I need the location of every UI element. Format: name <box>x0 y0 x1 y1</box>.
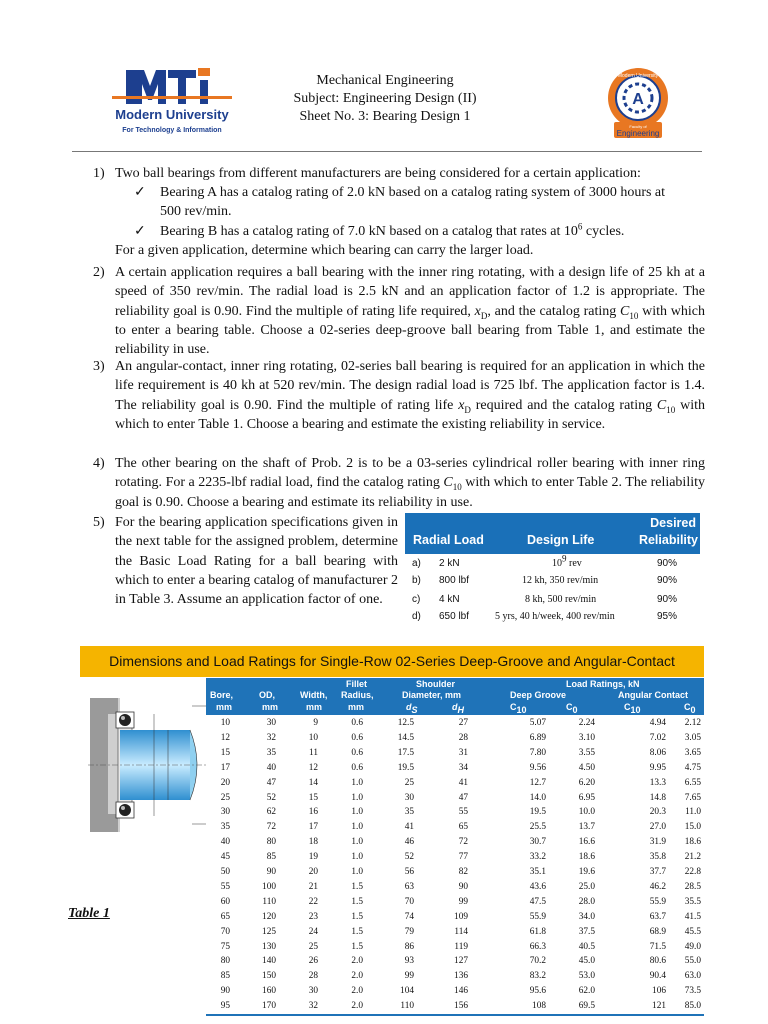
checkmark-icon: ✓ <box>134 185 146 200</box>
table-row <box>206 999 704 1014</box>
spec-row: a) 2 kN $10^9$ rev 90% <box>412 553 678 569</box>
application-spec-table <box>405 513 700 630</box>
table-cell: 82 <box>458 867 468 877</box>
table-cell: 17 <box>308 822 318 833</box>
table-row <box>206 761 704 776</box>
question-3: 3) An angular-contact, inner ring rotating, 02-series ball bearing is required for an application in which the life requirement is 40 kh at 520 rev/min. The design radial load is 725 lbf. The application factor is 1.4. The reliability goal is 0.90. Find the multiple of rating life $x_D$ required and the catalog rating $C_{10}$ with which to enter Table 1. Choose a bearing and estimate the existing reliability in service. <box>93 359 705 432</box>
table-cell: 66.3 <box>529 941 546 952</box>
table-cell: 95 <box>220 1001 230 1012</box>
sheet-title: Sheet No. 3: Bearing Design 1 <box>299 109 471 124</box>
table-cell: 33.2 <box>529 852 546 863</box>
table-row <box>206 910 704 925</box>
table-cell: 121 <box>652 1001 666 1012</box>
table-cell: 83.2 <box>529 971 546 982</box>
table-cell: 125 <box>262 926 276 937</box>
table-cell: 34 <box>458 762 468 773</box>
question-2: 2) A certain application requires a ball bearing with the inner ring rotating, with a design life of 25 kh at a speed of 350 rev/min. The radial load is 2.5 kN and an application factor of 1.2 is appropriate. The reliability goal is 0.90. Find the multiple of rating life required, $x_D$, and the catalog rating $C_{10}$ with which to enter a bearing table. Choose a 02-series deep-groove ball bearing from Table 1, and estimate the reliability in use. <box>93 265 705 358</box>
table-cell: 55.9 <box>649 896 666 907</box>
table-cell: 1.0 <box>351 807 363 818</box>
table-cell: 80 <box>266 837 276 848</box>
table-cell: 35 <box>220 822 230 833</box>
question-1-text: Two ball bearings from different manufacturers are being considered for a certain application: <box>115 166 641 181</box>
table-cell: 0.6 <box>351 732 363 743</box>
table-cell: 20 <box>308 867 318 877</box>
sheet-header <box>250 72 520 126</box>
table-row <box>206 940 704 955</box>
table-cell: 6.89 <box>529 732 546 743</box>
table-cell: 99 <box>404 971 414 982</box>
table-1-header: Bore, mm OD, mm Width, mm Fillet Radius, mm Shoulder Diameter, mm $d_S$ $d_H$ Load Ratings, kN Deep Groove Angular Contact $C_{10}$ $C_0$ $C_{10}$ $C_0$ <box>206 678 704 715</box>
table-1-body <box>206 716 704 1016</box>
table-cell: 31 <box>458 747 468 758</box>
table-row <box>206 746 704 761</box>
table-cell: 30 <box>266 718 276 728</box>
table-cell: 2.0 <box>351 986 363 997</box>
table-cell: 60 <box>220 896 230 907</box>
table-cell: 52 <box>404 852 414 863</box>
table-cell: 25 <box>220 792 230 803</box>
subject-name: Subject: Engineering Design (II) <box>293 91 477 106</box>
svg-text:Modern University: Modern University <box>617 73 659 79</box>
table-cell: 56 <box>404 867 414 877</box>
table-cell: 120 <box>262 911 276 922</box>
table-cell: 52 <box>266 792 276 803</box>
table-cell: 106 <box>652 986 666 997</box>
table-cell: 61.8 <box>529 926 546 937</box>
table-cell: 63.7 <box>649 911 666 922</box>
table-cell: 15 <box>220 747 230 758</box>
table-cell: 108 <box>532 1001 546 1012</box>
table-cell: 25 <box>308 941 318 952</box>
table-cell: 119 <box>454 941 468 952</box>
question-4: 4) The other bearing on the shaft of Prob. 2 is to be a 03-series cylindrical roller bearing with inner ring rotating. For a 2235-lbf radial load, find the catalog rating $C_{10}$ with which to enter Table 2. The reliability goal is 0.90. Choose a bearing and estimate its reliability in use. <box>93 456 705 510</box>
table-row <box>206 820 704 835</box>
table-cell: 7.80 <box>529 747 546 758</box>
table-cell: 11.0 <box>685 807 701 818</box>
table-cell: 40 <box>220 837 230 848</box>
table-cell: 95.6 <box>529 986 546 997</box>
table-cell: 90 <box>266 867 276 877</box>
table-cell: 1.0 <box>351 837 363 848</box>
table-cell: 69.5 <box>578 1001 595 1012</box>
table-cell: 10 <box>220 718 230 728</box>
table-cell: 6.55 <box>684 777 701 788</box>
table-row <box>206 925 704 940</box>
table-cell: 72 <box>266 822 276 833</box>
table-cell: 30.7 <box>529 837 546 848</box>
table-cell: 12 <box>308 762 318 773</box>
table-cell: 1.0 <box>351 822 363 833</box>
table-cell: 18 <box>308 837 318 848</box>
table-cell: 74 <box>404 911 414 922</box>
table-cell: 28 <box>458 732 468 743</box>
table-cell: 37.5 <box>578 926 595 937</box>
svg-text:A: A <box>632 91 644 108</box>
table-row <box>206 776 704 791</box>
table-cell: 20 <box>220 777 230 788</box>
faculty-of-engineering-logo <box>600 64 676 142</box>
svg-text:Modern University: Modern University <box>115 107 229 122</box>
table-cell: 7.02 <box>649 732 666 743</box>
table-cell: 30 <box>220 807 230 818</box>
table-cell: 32 <box>308 1001 318 1012</box>
checkmark-icon: ✓ <box>134 224 146 239</box>
table-cell: 19.5 <box>397 762 414 773</box>
table-cell: 19.6 <box>578 867 595 877</box>
table-cell: 24 <box>308 926 318 937</box>
table-cell: 40.5 <box>578 941 595 952</box>
table-row <box>206 791 704 806</box>
table-cell: 22 <box>308 896 318 907</box>
table-cell: 28.0 <box>578 896 595 907</box>
table-cell: 12.7 <box>529 777 546 788</box>
table-cell: 4.50 <box>578 762 595 773</box>
question-1-conclusion: For a given application, determine which bearing can carry the larger load. <box>115 243 534 258</box>
table-row <box>206 984 704 999</box>
table-cell: 9.95 <box>649 762 666 773</box>
table-cell: 41 <box>404 822 414 833</box>
table-cell: 136 <box>454 971 468 982</box>
table-cell: 2.0 <box>351 1001 363 1012</box>
table-cell: 77 <box>458 852 468 863</box>
table-cell: 15.0 <box>684 822 701 833</box>
table-cell: 150 <box>262 971 276 982</box>
table-cell: 70 <box>404 896 414 907</box>
table-row <box>206 895 704 910</box>
table-cell: 62.0 <box>578 986 595 997</box>
table-cell: 2.12 <box>684 718 701 728</box>
table-cell: 72 <box>458 837 468 848</box>
table-cell: 14 <box>308 777 318 788</box>
table-cell: 3.05 <box>684 732 701 743</box>
table-cell: 140 <box>262 956 276 967</box>
table-cell: 17.5 <box>397 747 414 758</box>
table-cell: 114 <box>454 926 468 937</box>
table-cell: 37.7 <box>649 867 666 877</box>
table-cell: 1.0 <box>351 852 363 863</box>
table-cell: 170 <box>262 1001 276 1012</box>
table-row <box>206 954 704 969</box>
table-cell: 14.5 <box>397 732 414 743</box>
table-cell: 90 <box>458 881 468 892</box>
table-cell: 80 <box>220 956 230 967</box>
table-cell: 85 <box>220 971 230 982</box>
table-cell: 17 <box>220 762 230 773</box>
table-cell: 110 <box>262 896 276 907</box>
table-cell: 55 <box>458 807 468 818</box>
table-cell: 34.0 <box>578 911 595 922</box>
spec-row: c) 4 kN 8 kh, 500 rev/min 90% <box>412 594 678 605</box>
table-cell: 22.8 <box>684 867 701 877</box>
table-cell: 25.0 <box>578 881 595 892</box>
table-cell: 47.5 <box>529 896 546 907</box>
table-cell: 50 <box>220 867 230 877</box>
svg-text:For Technology & Information: For Technology & Information <box>122 127 222 134</box>
table-cell: 3.65 <box>684 747 701 758</box>
table-row <box>206 835 704 850</box>
table-cell: 79 <box>404 926 414 937</box>
table-1-label: Table 1 <box>68 906 110 921</box>
table-cell: 146 <box>454 986 468 997</box>
table-cell: 6.20 <box>578 777 595 788</box>
table-cell: 35.5 <box>684 896 701 907</box>
table-cell: 1.5 <box>351 911 363 922</box>
table-cell: 109 <box>454 911 468 922</box>
table-cell: 18.6 <box>684 837 701 848</box>
table-cell: 6.95 <box>578 792 595 803</box>
table-cell: 31.9 <box>649 837 666 848</box>
table-cell: 104 <box>400 986 414 997</box>
question-1-option-b: ✓ Bearing B has a catalog rating of 7.0 kN based on a catalog that rates at $10^6$ cycles. <box>160 222 705 241</box>
table-row <box>206 731 704 746</box>
table-cell: 35.8 <box>649 852 666 863</box>
table-cell: 23 <box>308 911 318 922</box>
header-divider <box>72 151 702 152</box>
table-cell: 55.9 <box>529 911 546 922</box>
table-cell: 46.2 <box>649 881 666 892</box>
table-cell: 43.6 <box>529 881 546 892</box>
table-cell: 1.5 <box>351 926 363 937</box>
table-cell: 45.0 <box>578 956 595 967</box>
table-1-bottom-rule <box>206 1014 704 1016</box>
table-cell: 32 <box>266 732 276 743</box>
table-cell: 41 <box>458 777 468 788</box>
table-row <box>206 865 704 880</box>
table-1-title: Dimensions and Load Ratings for Single-Row 02-Series Deep-Groove and Angular-Contact <box>80 646 704 677</box>
table-cell: 100 <box>262 881 276 892</box>
table-cell: 85 <box>266 852 276 863</box>
table-cell: 35 <box>266 747 276 758</box>
table-row <box>206 969 704 984</box>
table-cell: 41.5 <box>684 911 701 922</box>
table-cell: 21 <box>308 881 318 892</box>
table-cell: 2.0 <box>351 971 363 982</box>
table-cell: 90.4 <box>649 971 666 982</box>
table-row <box>206 850 704 865</box>
table-cell: 2.24 <box>578 718 595 728</box>
table-cell: 27 <box>458 718 468 728</box>
table-cell: 5.07 <box>529 718 546 728</box>
table-cell: 0.6 <box>351 718 363 728</box>
table-cell: 9.56 <box>529 762 546 773</box>
question-5: 5) For the bearing application specifications given in the next table for the assigned problem, determine the Basic Load Rating for a ball bearing with which to enter a bearing catalog of manufacturer 2 in Table 3. Assume an application factor of one. <box>93 515 398 608</box>
table-cell: 21.2 <box>684 852 701 863</box>
table-cell: 14.0 <box>529 792 546 803</box>
table-cell: 1.0 <box>351 792 363 803</box>
department-name: Mechanical Engineering <box>316 73 454 88</box>
spec-row: d) 650 lbf 5 yrs, 40 h/week, 400 rev/min 95% <box>412 611 678 622</box>
table-cell: 65 <box>458 822 468 833</box>
table-cell: 63.0 <box>684 971 701 982</box>
table-cell: 156 <box>454 1001 468 1012</box>
table-cell: 30 <box>308 986 318 997</box>
table-row <box>206 716 704 731</box>
table-cell: 30 <box>404 792 414 803</box>
table-row <box>206 880 704 895</box>
spec-row: b) 800 lbf 12 kh, 350 rev/min 90% <box>412 575 678 586</box>
table-cell: 45.5 <box>684 926 701 937</box>
modern-university-logo <box>112 66 232 138</box>
table-cell: 75 <box>220 941 230 952</box>
question-1: 1) Two ball bearings from different manufacturers are being considered for a certain application: <box>93 166 641 181</box>
table-cell: 55.0 <box>684 956 701 967</box>
table-cell: 16.6 <box>578 837 595 848</box>
table-cell: 110 <box>400 1001 414 1012</box>
table-cell: 93 <box>404 956 414 967</box>
table-cell: 18.6 <box>578 852 595 863</box>
table-cell: 10 <box>308 732 318 743</box>
table-cell: 7.65 <box>684 792 701 803</box>
table-cell: 35 <box>404 807 414 818</box>
table-cell: 28.5 <box>684 881 701 892</box>
table-cell: 90 <box>220 986 230 997</box>
table-cell: 127 <box>454 956 468 967</box>
table-cell: 73.5 <box>684 986 701 997</box>
table-cell: 47 <box>266 777 276 788</box>
table-cell: 1.5 <box>351 881 363 892</box>
table-cell: 20.3 <box>649 807 666 818</box>
table-cell: 4.94 <box>649 718 666 728</box>
table-cell: 12.5 <box>397 718 414 728</box>
question-1-option-a: ✓ Bearing A has a catalog rating of 2.0 kN based on a catalog rating system of 3000 hours at 500 rev/min. <box>134 185 666 220</box>
table-cell: 40 <box>266 762 276 773</box>
table-cell: 130 <box>262 941 276 952</box>
table-cell: 25 <box>404 777 414 788</box>
table-cell: 27.0 <box>649 822 666 833</box>
table-cell: 1.0 <box>351 777 363 788</box>
table-cell: 16 <box>308 807 318 818</box>
table-cell: 3.10 <box>578 732 595 743</box>
table-cell: 99 <box>458 896 468 907</box>
table-cell: 63 <box>404 881 414 892</box>
table-cell: 53.0 <box>578 971 595 982</box>
table-cell: 68.9 <box>649 926 666 937</box>
table-cell: 28 <box>308 971 318 982</box>
table-cell: 1.5 <box>351 941 363 952</box>
table-cell: 71.5 <box>649 941 666 952</box>
svg-text:Faculty of: Faculty of <box>629 124 647 129</box>
table-cell: 70 <box>220 926 230 937</box>
table-cell: 160 <box>262 986 276 997</box>
table-cell: 0.6 <box>351 747 363 758</box>
table-cell: 46 <box>404 837 414 848</box>
table-cell: 2.0 <box>351 956 363 967</box>
table-cell: 85.0 <box>684 1001 701 1012</box>
table-cell: 35.1 <box>529 867 546 877</box>
table-cell: 49.0 <box>684 941 701 952</box>
table-cell: 55 <box>220 881 230 892</box>
table-cell: 4.75 <box>684 762 701 773</box>
spec-table-header: Radial Load Design Life Desired Reliability <box>405 513 700 554</box>
table-cell: 3.55 <box>578 747 595 758</box>
table-cell: 8.06 <box>649 747 666 758</box>
table-cell: 15 <box>308 792 318 803</box>
bearing-cross-section-figure <box>88 694 206 834</box>
table-cell: 80.6 <box>649 956 666 967</box>
table-cell: 10.0 <box>578 807 595 818</box>
table-cell: 65 <box>220 911 230 922</box>
table-cell: 19 <box>308 852 318 863</box>
table-cell: 13.7 <box>578 822 595 833</box>
table-cell: 12 <box>220 732 230 743</box>
table-cell: 25.5 <box>529 822 546 833</box>
table-cell: 70.2 <box>529 956 546 967</box>
table-cell: 11 <box>309 747 318 758</box>
table-cell: 45 <box>220 852 230 863</box>
table-cell: 1.5 <box>351 896 363 907</box>
table-cell: 47 <box>458 792 468 803</box>
table-cell: 62 <box>266 807 276 818</box>
table-cell: 14.8 <box>649 792 666 803</box>
svg-text:Engineering: Engineering <box>616 129 660 138</box>
table-cell: 9 <box>313 718 318 728</box>
table-cell: 0.6 <box>351 762 363 773</box>
table-cell: 86 <box>404 941 414 952</box>
table-cell: 13.3 <box>649 777 666 788</box>
table-cell: 19.5 <box>529 807 546 818</box>
table-cell: 26 <box>308 956 318 967</box>
table-row <box>206 805 704 820</box>
table-cell: 1.0 <box>351 867 363 877</box>
